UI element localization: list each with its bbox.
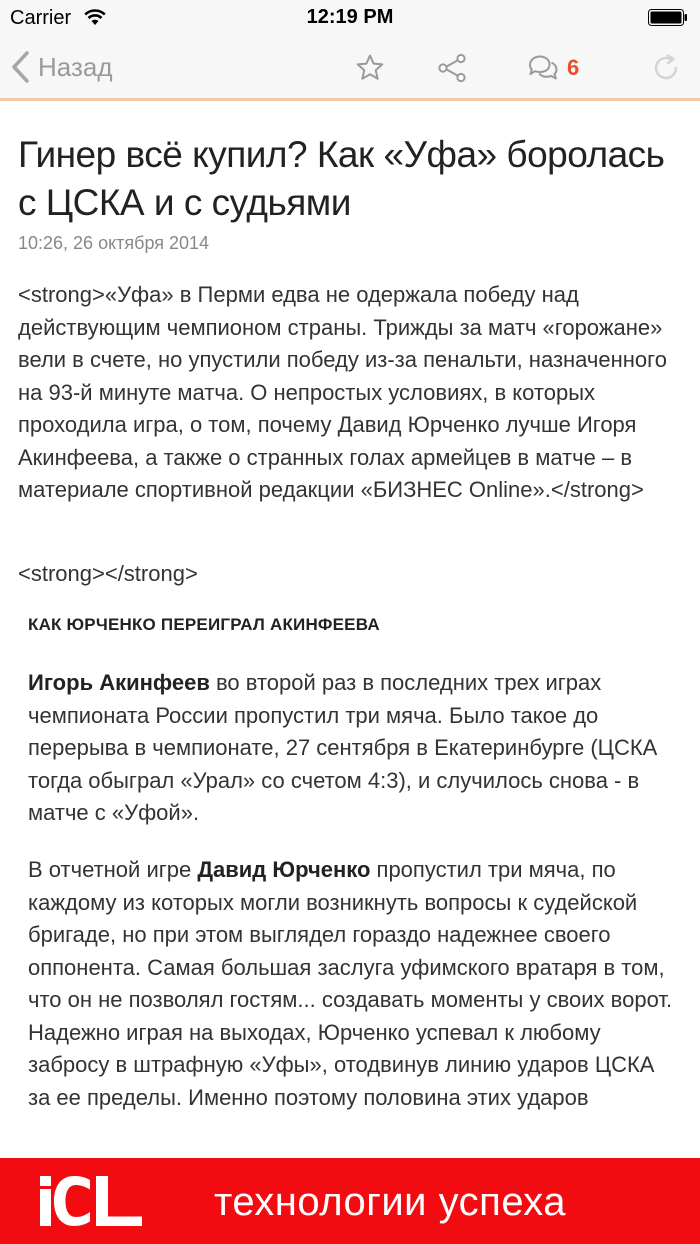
player-name: Игорь Акинфеев: [28, 670, 210, 695]
player-name: Давид Юрченко: [197, 857, 371, 882]
clock: 12:19 PM: [306, 6, 394, 28]
comments-icon: [527, 54, 559, 82]
back-button[interactable]: [10, 50, 113, 84]
carrier-label: Carrier: [10, 7, 72, 29]
status-bar: [0, 0, 700, 36]
article-title: Гинер всё купил? Как «Уфа» боролась с ЦСКА и с судьями: [18, 134, 665, 223]
back-label: Назад: [38, 51, 113, 82]
icl-logo: [38, 1172, 150, 1230]
article-lead: <strong>«Уфа» в Перми едва не одержала победу над действующим чемпионом страны. Трижды за матч «горожане» вели в счете, но упустили победу из-за пенальти, назначенного на 93-й минуте матча. О непростых условиях, в которых проходила игра, о том, почему Давид Юрченко лучше Игоря Акинфеева, а также о странных голах армейцев в матче – в материале спортивной редакции «БИЗНЕС Online».</strong>: [18, 282, 667, 502]
navigation-bar: [0, 36, 700, 101]
paragraph: [28, 854, 676, 1114]
chevron-left-icon: [10, 50, 30, 84]
article-date: 10:26, 26 октября 2014: [18, 233, 210, 253]
paragraph-text: В отчетной игре: [28, 857, 198, 882]
comments-button[interactable]: [527, 52, 579, 84]
star-icon[interactable]: [355, 52, 385, 84]
paragraph: [28, 667, 676, 830]
paragraph-text: во второй раз в последних трех играх чемпионата России пропустил три мяча. Было такое до перерыва в чемпионате, 27 сентября в Екатеринбурге (ЦСКА тогда обыграл «Урал» со счетом 4:3), и случилось снова - в матче с «Уфой».: [28, 670, 658, 825]
banner-tagline: технологии успеха: [214, 1180, 566, 1224]
paragraph-text: пропустил три мяча, по каждому из которых могли возникнуть вопросы к судейской бригаде, но при этом выглядел гораздо надежнее своего оппонента. Самая большая заслуга уфимского вратаря в том, что он не позволял гостям... создавать моменты у своих ворот. Надежно играя на выходах, Юрченко успевал к любому забросу в штрафную «Уфы», отодвинув линию ударов ЦСКА за ее пределы. Именно поэтому половина этих ударов: [28, 857, 673, 1110]
share-icon[interactable]: [437, 52, 467, 84]
comments-count: 6: [567, 55, 580, 80]
refresh-icon[interactable]: [651, 52, 681, 84]
section-heading: КАК ЮРЧЕНКО ПЕРЕИГРАЛ АКИНФЕЕВА: [28, 615, 380, 634]
battery-icon: [648, 9, 688, 26]
ad-banner[interactable]: [0, 1158, 700, 1244]
empty-strong-text: <strong></strong>: [18, 561, 198, 586]
